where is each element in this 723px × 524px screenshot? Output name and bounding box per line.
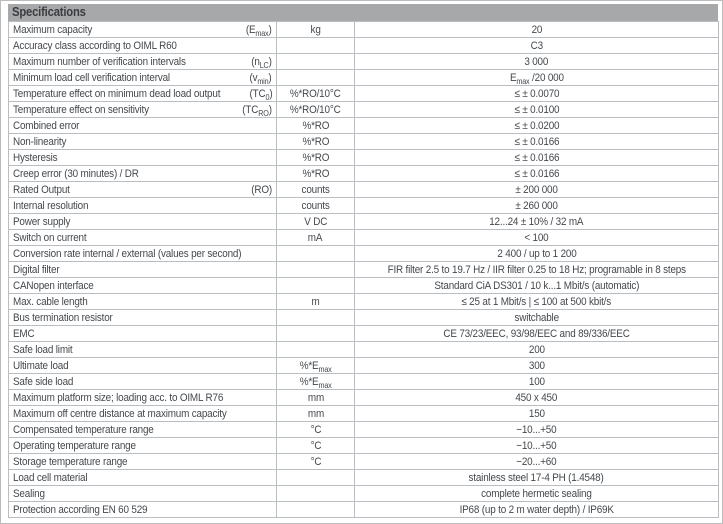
parameter-label: Combined error <box>13 119 80 132</box>
parameter-label: Operating temperature range <box>13 439 136 452</box>
value-text: 12...24 ± 10% / 32 mA <box>489 215 584 228</box>
table-row <box>9 422 719 438</box>
value-cell <box>355 278 719 294</box>
parameter-label: Creep error (30 minutes) / DR <box>13 167 139 180</box>
value-cell <box>355 406 719 422</box>
table-row <box>9 22 719 38</box>
parameter-cell <box>9 182 277 198</box>
table-row <box>9 406 719 422</box>
unit-label: %*RO/10°C <box>290 87 341 100</box>
value-text: ≤ 25 at 1 Mbit/s | ≤ 100 at 500 kbit/s <box>461 295 612 308</box>
value-text: switchable <box>514 311 559 324</box>
table-row <box>9 118 719 134</box>
unit-label: °C <box>310 439 321 452</box>
unit-label: °C <box>310 455 321 468</box>
value-cell <box>355 438 719 454</box>
unit-cell <box>277 134 355 150</box>
value-cell <box>355 358 719 374</box>
parameter-cell <box>9 230 277 246</box>
table-row <box>9 262 719 278</box>
parameter-label: Accuracy class according to OIML R60 <box>13 39 177 52</box>
value-text: 450 x 450 <box>515 391 558 404</box>
unit-label: %*RO <box>302 135 329 148</box>
value-text: $E_{max}$ /20 000 <box>509 71 564 86</box>
parameter-label: Rated Output <box>13 183 70 196</box>
unit-cell <box>277 278 355 294</box>
value-text: 300 <box>528 359 545 372</box>
unit-label: $\%*E_{max}$ <box>299 359 332 374</box>
table-row <box>9 502 719 518</box>
parameter-label: Minimum load cell verification interval <box>13 71 170 84</box>
table-row <box>9 198 719 214</box>
parameter-label: Max. cable length <box>13 295 88 308</box>
value-cell <box>355 246 719 262</box>
value-text: Standard CiA DS301 / 10 k...1 Mbit/s (automatic) <box>434 279 639 292</box>
parameter-symbol: $(v_{min})$ <box>249 71 272 86</box>
parameter-label: Hysteresis <box>13 151 58 164</box>
unit-cell <box>277 406 355 422</box>
table-title: Specifications <box>12 5 86 19</box>
value-cell <box>355 486 719 502</box>
unit-cell <box>277 454 355 470</box>
parameter-cell <box>9 278 277 294</box>
parameter-cell <box>9 102 277 118</box>
value-text: 3 000 <box>524 55 549 68</box>
unit-cell <box>277 262 355 278</box>
unit-cell <box>277 422 355 438</box>
parameter-label: Safe load limit <box>13 343 73 356</box>
unit-cell <box>277 502 355 518</box>
parameter-label: Temperature effect on sensitivity <box>13 103 149 116</box>
unit-label: °C <box>310 423 321 436</box>
unit-cell <box>277 470 355 486</box>
unit-cell <box>277 230 355 246</box>
unit-cell <box>277 342 355 358</box>
parameter-cell <box>9 454 277 470</box>
unit-label: kg <box>310 23 321 36</box>
parameter-cell <box>9 54 277 70</box>
unit-cell <box>277 390 355 406</box>
table-row <box>9 470 719 486</box>
table-row <box>9 102 719 118</box>
table-row <box>9 454 719 470</box>
unit-cell <box>277 102 355 118</box>
parameter-label: Maximum capacity <box>13 23 93 36</box>
table-row <box>9 358 719 374</box>
table-row <box>9 438 719 454</box>
unit-label: mm <box>307 407 324 420</box>
table-row <box>9 374 719 390</box>
value-cell <box>355 326 719 342</box>
unit-label: V DC <box>304 215 327 228</box>
unit-label: %*RO <box>302 151 329 164</box>
parameter-label: Maximum number of verification intervals <box>13 55 186 68</box>
parameter-label: Non-linearity <box>13 135 67 148</box>
spec-table-body <box>9 22 719 518</box>
value-text: −20...+60 <box>516 455 557 468</box>
parameter-label: Safe side load <box>13 375 74 388</box>
specifications-panel <box>8 4 718 518</box>
value-text: < 100 <box>524 231 549 244</box>
parameter-label: CANopen interface <box>13 279 94 292</box>
unit-label: mm <box>307 391 324 404</box>
value-text: C3 <box>530 39 543 52</box>
table-row <box>9 134 719 150</box>
parameter-cell <box>9 438 277 454</box>
value-text: −10...+50 <box>516 439 557 452</box>
unit-cell <box>277 166 355 182</box>
unit-cell <box>277 70 355 86</box>
table-row <box>9 214 719 230</box>
value-cell <box>355 70 719 86</box>
unit-cell <box>277 54 355 70</box>
table-row <box>9 294 719 310</box>
unit-label: mA <box>308 231 323 244</box>
table-row <box>9 342 719 358</box>
unit-label: m <box>311 295 320 308</box>
parameter-cell <box>9 214 277 230</box>
unit-label: %*RO/10°C <box>290 103 341 116</box>
unit-label: %*RO <box>302 167 329 180</box>
unit-cell <box>277 374 355 390</box>
parameter-symbol: $(TC_0)$ <box>249 87 272 102</box>
unit-cell <box>277 310 355 326</box>
table-row <box>9 326 719 342</box>
value-cell <box>355 422 719 438</box>
value-cell <box>355 374 719 390</box>
value-text: ≤ ± 0.0070 <box>514 87 559 100</box>
value-cell <box>355 38 719 54</box>
unit-cell <box>277 486 355 502</box>
parameter-label: Power supply <box>13 215 71 228</box>
value-text: 150 <box>528 407 545 420</box>
unit-cell <box>277 294 355 310</box>
value-text: 200 <box>528 343 545 356</box>
value-cell <box>355 214 719 230</box>
value-text: ± 200 000 <box>515 183 558 196</box>
value-cell <box>355 310 719 326</box>
parameter-symbol: (RO) <box>251 183 272 196</box>
parameter-label: Compensated temperature range <box>13 423 154 436</box>
parameter-cell <box>9 294 277 310</box>
unit-cell <box>277 358 355 374</box>
value-text: ≤ ± 0.0200 <box>514 119 559 132</box>
unit-cell <box>277 214 355 230</box>
value-cell <box>355 150 719 166</box>
value-cell <box>355 198 719 214</box>
value-text: 2 400 / up to 1 200 <box>496 247 577 260</box>
table-row <box>9 486 719 502</box>
parameter-cell <box>9 422 277 438</box>
parameter-cell <box>9 86 277 102</box>
value-cell <box>355 166 719 182</box>
parameter-label: Ultimate load <box>13 359 69 372</box>
value-cell <box>355 454 719 470</box>
unit-cell <box>277 118 355 134</box>
parameter-cell <box>9 70 277 86</box>
parameter-cell <box>9 310 277 326</box>
table-row <box>9 166 719 182</box>
unit-cell <box>277 86 355 102</box>
table-row <box>9 54 719 70</box>
value-cell <box>355 342 719 358</box>
value-text: 100 <box>528 375 545 388</box>
value-text: ≤ ± 0.0100 <box>514 103 559 116</box>
parameter-cell <box>9 118 277 134</box>
parameter-cell <box>9 486 277 502</box>
parameter-label: EMC <box>13 327 35 340</box>
unit-cell <box>277 38 355 54</box>
table-row <box>9 150 719 166</box>
parameter-cell <box>9 342 277 358</box>
value-text: FIR filter 2.5 to 19.7 Hz / IIR filter 0.25 to 18 Hz; programable in 8 steps <box>387 263 686 276</box>
value-text: −10...+50 <box>516 423 557 436</box>
parameter-cell <box>9 166 277 182</box>
value-cell <box>355 470 719 486</box>
parameter-cell <box>9 262 277 278</box>
parameter-label: Maximum platform size; loading acc. to OIML R76 <box>13 391 224 404</box>
parameter-label: Switch on current <box>13 231 87 244</box>
parameter-cell <box>9 134 277 150</box>
table-row <box>9 310 719 326</box>
parameter-label: Bus termination resistor <box>13 311 113 324</box>
parameter-cell <box>9 390 277 406</box>
table-title-bar <box>8 4 718 21</box>
parameter-cell <box>9 198 277 214</box>
parameter-symbol: $(n_{LC})$ <box>251 55 272 70</box>
parameter-cell <box>9 22 277 38</box>
table-row <box>9 278 719 294</box>
unit-cell <box>277 182 355 198</box>
table-row <box>9 182 719 198</box>
value-text: ≤ ± 0.0166 <box>514 151 559 164</box>
value-text: 20 <box>531 23 542 36</box>
value-text: CE 73/23/EEC, 93/98/EEC and 89/336/EEC <box>443 327 630 340</box>
value-text: ≤ ± 0.0166 <box>514 167 559 180</box>
value-cell <box>355 22 719 38</box>
table-row <box>9 38 719 54</box>
value-cell <box>355 230 719 246</box>
unit-cell <box>277 150 355 166</box>
parameter-cell <box>9 502 277 518</box>
unit-cell <box>277 22 355 38</box>
value-text: ± 260 000 <box>515 199 558 212</box>
value-text: complete hermetic sealing <box>481 487 592 500</box>
table-row <box>9 86 719 102</box>
table-row <box>9 70 719 86</box>
parameter-cell <box>9 150 277 166</box>
unit-label: counts <box>301 183 330 196</box>
parameter-label: Sealing <box>13 487 45 500</box>
parameter-label: Conversion rate internal / external (values per second) <box>13 247 242 260</box>
specifications-table <box>8 21 719 518</box>
value-text: ≤ ± 0.0166 <box>514 135 559 148</box>
parameter-label: Digital filter <box>13 263 60 276</box>
unit-cell <box>277 326 355 342</box>
parameter-label: Protection according EN 60 529 <box>13 503 148 516</box>
value-cell <box>355 86 719 102</box>
parameter-cell <box>9 246 277 262</box>
unit-cell <box>277 246 355 262</box>
parameter-cell <box>9 38 277 54</box>
parameter-cell <box>9 374 277 390</box>
value-cell <box>355 118 719 134</box>
parameter-label: Load cell material <box>13 471 88 484</box>
unit-cell <box>277 198 355 214</box>
value-cell <box>355 54 719 70</box>
parameter-label: Maximum off centre distance at maximum capacity <box>13 407 227 420</box>
value-cell <box>355 390 719 406</box>
parameter-cell <box>9 470 277 486</box>
value-cell <box>355 182 719 198</box>
parameter-cell <box>9 358 277 374</box>
parameter-label: Temperature effect on minimum dead load output <box>13 87 221 100</box>
value-cell <box>355 502 719 518</box>
value-text: IP68 (up to 2 m water depth) / IP69K <box>459 503 614 516</box>
parameter-cell <box>9 406 277 422</box>
value-cell <box>355 262 719 278</box>
parameter-symbol: $(E_{max})$ <box>246 23 272 38</box>
parameter-label: Storage temperature range <box>13 455 128 468</box>
parameter-cell <box>9 326 277 342</box>
table-row <box>9 390 719 406</box>
value-cell <box>355 102 719 118</box>
unit-cell <box>277 438 355 454</box>
parameter-symbol: $(TC_{RO})$ <box>242 103 272 118</box>
table-row <box>9 246 719 262</box>
unit-label: $\%*E_{max}$ <box>299 375 332 390</box>
table-row <box>9 230 719 246</box>
value-text: stainless steel 17-4 PH (1.4548) <box>468 471 605 484</box>
value-cell <box>355 134 719 150</box>
value-cell <box>355 294 719 310</box>
parameter-label: Internal resolution <box>13 199 89 212</box>
unit-label: %*RO <box>302 119 329 132</box>
unit-label: counts <box>301 199 330 212</box>
